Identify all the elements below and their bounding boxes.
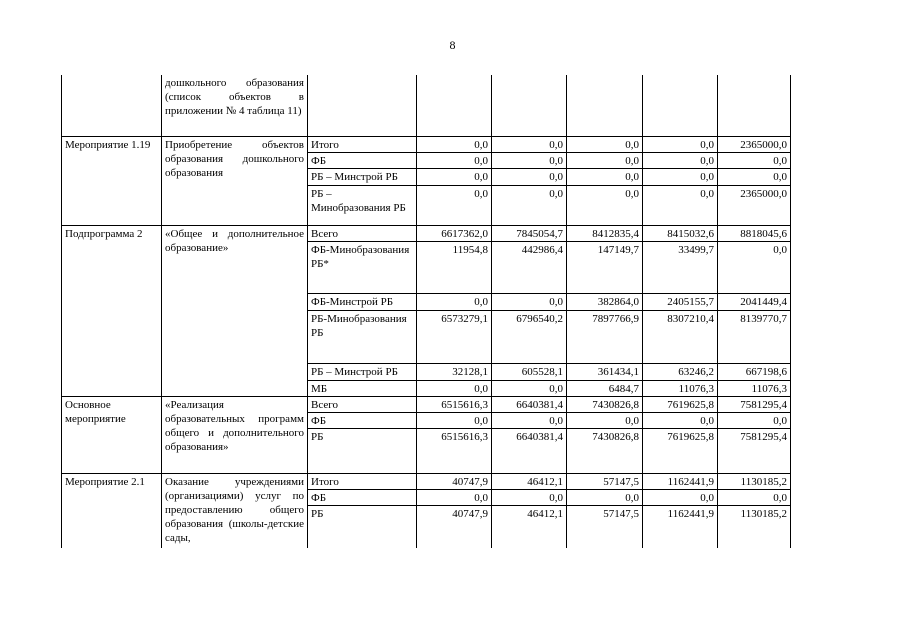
amount-cell: 8307210,4: [643, 310, 718, 363]
amount-cell: [643, 75, 718, 136]
amount-cell: 667198,6: [718, 363, 791, 380]
funding-source: РБ-Минобразования РБ: [308, 310, 417, 363]
page-number: 8: [449, 38, 456, 52]
amount-cell: 33499,7: [643, 241, 718, 293]
amount-cell: 6640381,4: [492, 396, 567, 412]
amount-cell: 0,0: [567, 185, 643, 225]
amount-cell: 0,0: [492, 293, 567, 310]
funding-source: РБ – Минстрой РБ: [308, 363, 417, 380]
table-row: [62, 473, 791, 489]
amount-cell: 0,0: [718, 412, 791, 428]
amount-cell: 6573279,1: [417, 310, 492, 363]
table-row: [62, 396, 791, 412]
amount-cell: 0,0: [718, 168, 791, 185]
amount-cell: 0,0: [492, 185, 567, 225]
row-name: Оказание учреждениями (организациями) услуг по предоставлению общего образования (школы-детские сады,: [162, 473, 308, 548]
amount-cell: 0,0: [492, 152, 567, 168]
funding-source: ФБ: [308, 489, 417, 505]
row-code: Подпрограмма 2: [62, 225, 162, 396]
amount-cell: 0,0: [417, 152, 492, 168]
amount-cell: 57147,5: [567, 505, 643, 548]
amount-cell: 0,0: [643, 489, 718, 505]
amount-cell: 7845054,7: [492, 225, 567, 241]
funding-source: ФБ-Минстрой РБ: [308, 293, 417, 310]
amount-cell: 1162441,9: [643, 505, 718, 548]
amount-cell: 0,0: [492, 168, 567, 185]
funding-source: Итого: [308, 473, 417, 489]
amount-cell: 57147,5: [567, 473, 643, 489]
amount-cell: [492, 75, 567, 136]
amount-cell: 0,0: [492, 412, 567, 428]
amount-cell: [417, 75, 492, 136]
funding-source: РБ – Минстрой РБ: [308, 168, 417, 185]
table-row: [62, 225, 791, 241]
amount-cell: 6484,7: [567, 380, 643, 396]
amount-cell: 0,0: [417, 136, 492, 152]
row-code: Мероприятие 1.19: [62, 136, 162, 225]
amount-cell: 147149,7: [567, 241, 643, 293]
table-row: [62, 75, 791, 136]
funding-source: ФБ: [308, 152, 417, 168]
amount-cell: 0,0: [417, 168, 492, 185]
amount-cell: 2365000,0: [718, 185, 791, 225]
funding-source: ФБ-Минобразования РБ*: [308, 241, 417, 293]
table-row: [62, 136, 791, 152]
amount-cell: 46412,1: [492, 505, 567, 548]
amount-cell: 605528,1: [492, 363, 567, 380]
funding-source: ФБ: [308, 412, 417, 428]
funding-source: [308, 75, 417, 136]
amount-cell: 1130185,2: [718, 505, 791, 548]
amount-cell: 361434,1: [567, 363, 643, 380]
amount-cell: 11076,3: [718, 380, 791, 396]
amount-cell: 0,0: [417, 380, 492, 396]
amount-cell: 0,0: [567, 412, 643, 428]
funding-source: РБ: [308, 505, 417, 548]
amount-cell: 1130185,2: [718, 473, 791, 489]
amount-cell: 2365000,0: [718, 136, 791, 152]
amount-cell: 7619625,8: [643, 428, 718, 473]
row-name: «Реализация образовательных программ общего и дополнительного образования»: [162, 396, 308, 473]
amount-cell: 0,0: [718, 241, 791, 293]
amount-cell: 0,0: [417, 293, 492, 310]
amount-cell: 0,0: [492, 380, 567, 396]
amount-cell: 0,0: [417, 489, 492, 505]
amount-cell: 2405155,7: [643, 293, 718, 310]
amount-cell: 0,0: [718, 152, 791, 168]
funding-source: Всего: [308, 396, 417, 412]
amount-cell: 7581295,4: [718, 428, 791, 473]
amount-cell: 0,0: [492, 489, 567, 505]
funding-source: РБ – Минобразования РБ: [308, 185, 417, 225]
row-name: Приобретение объектов образования дошкольного образования: [162, 136, 308, 225]
amount-cell: 32128,1: [417, 363, 492, 380]
amount-cell: 11954,8: [417, 241, 492, 293]
amount-cell: 6796540,2: [492, 310, 567, 363]
amount-cell: 63246,2: [643, 363, 718, 380]
amount-cell: 0,0: [492, 136, 567, 152]
amount-cell: 6515616,3: [417, 428, 492, 473]
row-name: «Общее и дополнительное образование»: [162, 225, 308, 396]
row-name: дошкольного образования (список объектов в приложении № 4 таблица 11): [162, 75, 308, 136]
funding-source: Итого: [308, 136, 417, 152]
amount-cell: 0,0: [643, 136, 718, 152]
amount-cell: 7430826,8: [567, 428, 643, 473]
amount-cell: 0,0: [417, 185, 492, 225]
amount-cell: 6515616,3: [417, 396, 492, 412]
amount-cell: 0,0: [643, 168, 718, 185]
amount-cell: 6640381,4: [492, 428, 567, 473]
funding-source: Всего: [308, 225, 417, 241]
amount-cell: 0,0: [643, 185, 718, 225]
amount-cell: 11076,3: [643, 380, 718, 396]
amount-cell: 0,0: [643, 152, 718, 168]
amount-cell: 7619625,8: [643, 396, 718, 412]
budget-table: [61, 75, 791, 548]
amount-cell: 382864,0: [567, 293, 643, 310]
amount-cell: 0,0: [718, 489, 791, 505]
amount-cell: 46412,1: [492, 473, 567, 489]
amount-cell: 0,0: [417, 412, 492, 428]
amount-cell: 1162441,9: [643, 473, 718, 489]
amount-cell: 7581295,4: [718, 396, 791, 412]
amount-cell: [567, 75, 643, 136]
amount-cell: 7897766,9: [567, 310, 643, 363]
amount-cell: 0,0: [643, 412, 718, 428]
amount-cell: 0,0: [567, 152, 643, 168]
amount-cell: 40747,9: [417, 473, 492, 489]
row-code: [62, 75, 162, 136]
amount-cell: 40747,9: [417, 505, 492, 548]
amount-cell: 0,0: [567, 489, 643, 505]
amount-cell: 0,0: [567, 168, 643, 185]
funding-source: МБ: [308, 380, 417, 396]
amount-cell: 8139770,7: [718, 310, 791, 363]
row-code: Мероприятие 2.1: [62, 473, 162, 548]
amount-cell: 7430826,8: [567, 396, 643, 412]
amount-cell: 2041449,4: [718, 293, 791, 310]
amount-cell: 8412835,4: [567, 225, 643, 241]
amount-cell: 8415032,6: [643, 225, 718, 241]
amount-cell: 0,0: [567, 136, 643, 152]
row-code: Основное мероприятие: [62, 396, 162, 473]
amount-cell: 6617362,0: [417, 225, 492, 241]
amount-cell: [718, 75, 791, 136]
amount-cell: 442986,4: [492, 241, 567, 293]
amount-cell: 8818045,6: [718, 225, 791, 241]
funding-source: РБ: [308, 428, 417, 473]
